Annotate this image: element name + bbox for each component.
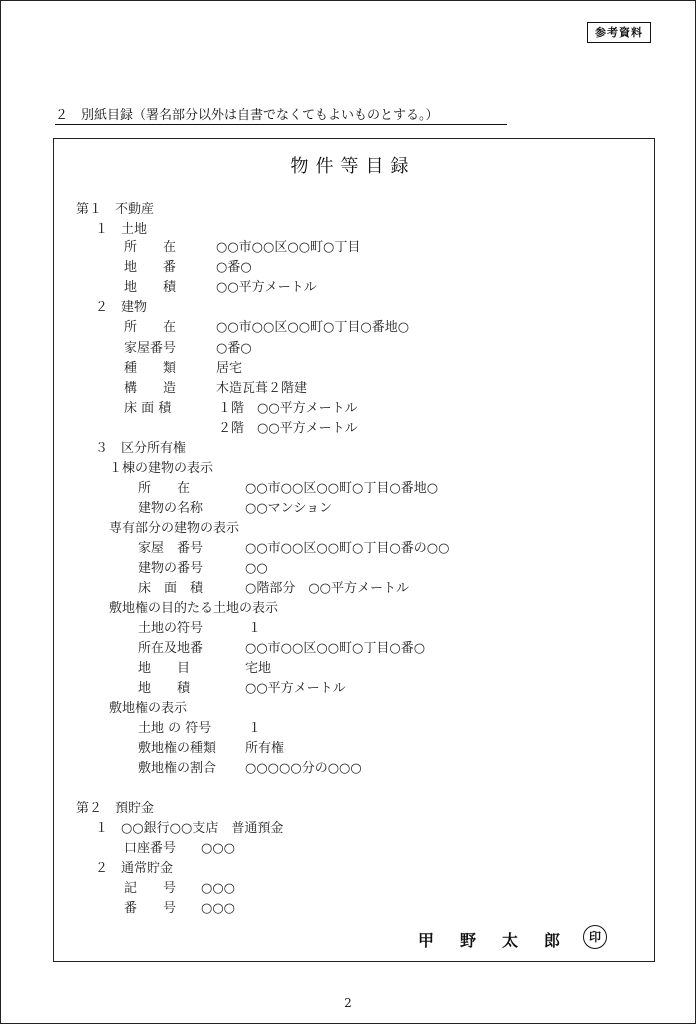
field-label: 建物の名称 xyxy=(138,501,204,516)
signature: 甲野太郎 xyxy=(418,931,587,950)
field-value: １ xyxy=(248,621,262,636)
field-label: 記 号 xyxy=(124,881,177,896)
item-land: １ 土地 xyxy=(95,222,148,237)
field-label: 床 面 積 xyxy=(124,401,172,416)
field-value: ○階部分 ○○平方メートル xyxy=(245,581,410,596)
field-label: 地 積 xyxy=(124,280,177,295)
field-value: １階 ○○平方メートル xyxy=(218,401,358,416)
item-condominium: ３ 区分所有権 xyxy=(95,441,187,456)
field-value: ○番○ xyxy=(216,260,252,275)
field-value: ○○平方メートル xyxy=(245,681,346,696)
item-postal-savings: ２ 通常貯金 xyxy=(95,861,174,876)
field-value: ○○○ xyxy=(201,901,236,916)
field-value: 宅地 xyxy=(245,661,272,676)
field-value: ○○市○○区○○町○丁目○番○ xyxy=(245,641,426,656)
field-label: 所 在 xyxy=(124,320,177,335)
field-label: 土地の符号 xyxy=(138,621,204,636)
field-label: 口座番号 xyxy=(124,841,177,856)
item-bank-account: １ ○○銀行○○支店 普通預金 xyxy=(95,821,284,836)
field-label: 敷地権の割合 xyxy=(138,761,217,776)
reference-badge: 参考資料 xyxy=(587,22,651,43)
field-label: 床 面 積 xyxy=(138,581,204,596)
section-heading: ２ 別紙目録（署名部分以外は自書でなくてもよいものとする。） xyxy=(55,104,507,125)
field-value: 居宅 xyxy=(216,361,243,376)
field-value: ○○ xyxy=(245,561,268,576)
field-value: 木造瓦葺２階建 xyxy=(216,381,308,396)
field-value: ○○市○○区○○町○丁目 xyxy=(216,240,361,255)
field-label: 所 在 xyxy=(124,240,177,255)
subsection-heading: 敷地権の目的たる土地の表示 xyxy=(109,601,279,616)
field-value: １ xyxy=(248,721,262,736)
seal-stamp: 印 xyxy=(583,925,607,949)
field-value: ○○市○○区○○町○丁目○番地○ xyxy=(216,320,410,335)
subsection-heading: 敷地権の表示 xyxy=(109,701,188,716)
section-real-estate: 第１ 不動産 xyxy=(76,202,155,217)
field-label: 構 造 xyxy=(124,381,177,396)
field-label: 地 目 xyxy=(138,661,191,676)
field-label: 敷地権の種類 xyxy=(138,741,217,756)
section-savings: 第２ 預貯金 xyxy=(76,801,155,816)
field-label: 所 在 xyxy=(138,481,191,496)
subsection-heading: １棟の建物の表示 xyxy=(109,461,214,476)
field-value: 所有権 xyxy=(245,741,285,756)
field-value: ○○○ xyxy=(201,881,236,896)
field-value: ２階 ○○平方メートル xyxy=(218,421,358,436)
field-label: 番 号 xyxy=(124,901,177,916)
subsection-heading: 専有部分の建物の表示 xyxy=(109,521,240,536)
field-label: 建物の番号 xyxy=(138,561,204,576)
field-label: 家屋番号 xyxy=(124,341,177,356)
item-building: ２ 建物 xyxy=(95,300,148,315)
field-value: ○○市○○区○○町○丁目○番地○ xyxy=(245,481,439,496)
field-value: ○番○ xyxy=(216,341,252,356)
field-value: ○○平方メートル xyxy=(216,280,317,295)
field-label: 家屋 番号 xyxy=(138,541,204,556)
document-title: 物件等目録 xyxy=(290,156,416,177)
field-label: 所在及地番 xyxy=(138,641,204,656)
field-label: 土地 の 符号 xyxy=(138,721,212,736)
field-value: ○○○○○分の○○○ xyxy=(245,761,362,776)
field-value: ○○○ xyxy=(201,841,236,856)
field-label: 種 類 xyxy=(124,361,177,376)
field-label: 地 積 xyxy=(138,681,191,696)
field-value: ○○市○○区○○町○丁目○番の○○ xyxy=(245,541,450,556)
field-value: ○○マンション xyxy=(245,501,333,516)
field-label: 地 番 xyxy=(124,260,177,275)
page-number: 2 xyxy=(344,996,352,1010)
